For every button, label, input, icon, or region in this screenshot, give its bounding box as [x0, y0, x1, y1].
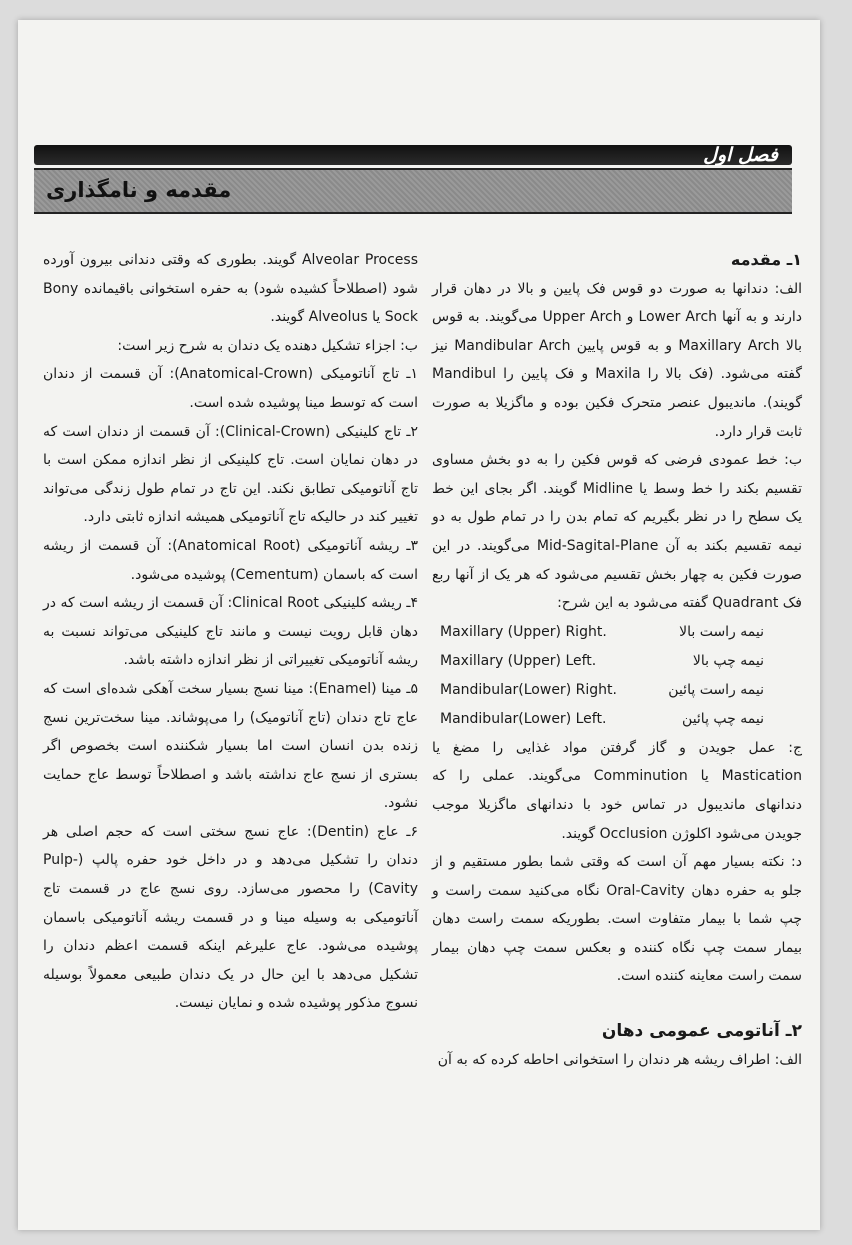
quadrant-en: Maxillary (Upper) Right. — [440, 623, 607, 640]
section2-heading: ۲ـ آناتومی عمومی دهان — [601, 1021, 802, 1042]
quadrant-fa: نیمه راست پائین — [668, 681, 764, 698]
item-dentin: ۶ـ عاج (Dentin): عاج نسج سختی است که حجم اصلی هر دندان را تشکیل می‌دهد و در داخل خود حفره پالپ (Pulp-Cavity) را محصور می‌سازد. روی نسج عاج در قسمت تاج آناتومیکی به وسیله مینا و در قسمت ریشه آناتومیکی باسمان پوشیده می‌شود. عاج علیرغم اینکه قسمت اعظم دندان را تشکیل می‌دهد با این حال در یک دندان طبیعی معمولاً بوسیله نسوج مذکور پوشیده شده و نمایان نیست. — [43, 823, 418, 1012]
paragraph-alef: الف: دندانها به صورت دو قوس فک پایین و بالا در دهان قرار دارند و به آنها Lower Arch و Upper Arch می‌گویند. به قوس بالا Maxillary Arch و به قوس پایین Mandibular Arch نیز گفته می‌شود. (فک بالا را Maxila و فک پایین را Mandibul گویند). ماندیبول عنصر متحرک فکین بوده و ماگزیلا به صورت ثابت قرار دارد. — [432, 280, 803, 440]
chapter-title-banner — [34, 168, 792, 214]
item-anatomical-root: ۳ـ ریشه آناتومیکی (Anatomical Root): آن قسمت از ریشه است که باسمان (Cementum) پوشیده می‌شود. — [43, 537, 418, 583]
chapter-number: فصل اول — [703, 144, 778, 166]
item-enamel: ۵ـ مینا (Enamel): مینا نسج بسیار سخت آهکی شده‌ای است که عاج تاج دندان (تاج آناتومیک) را می‌پوشاند. مینا سخت‌ترین نسج زنده بدن انسان است اما بسیار شکننده است بخصوص اگر بستری از نسج عاج نداشته باشد و اصطلاحاً توسط عاج حمایت نشود. — [43, 680, 418, 812]
quadrant-en: Maxillary (Upper) Left. — [440, 652, 597, 669]
chapter-number-bar — [34, 145, 792, 165]
quadrant-fa: نیمه چپ بالا — [692, 652, 764, 669]
left-column — [43, 246, 418, 1018]
chapter-title: مقدمه و نامگذاری — [46, 178, 232, 202]
quadrant-row — [432, 647, 802, 676]
quadrant-en: Mandibular(Lower) Right. — [440, 681, 617, 698]
paragraph-be-left: ب: اجزاء تشکیل دهنده یک دندان به شرح زیر است: — [117, 337, 418, 354]
item-clinical-root: ۴ـ ریشه کلینیکی Clinical Root: آن قسمت از ریشه است که در دهان قابل رویت نیست و مانند تاج کلینیکی می‌تواند نسبت به ریشه آناتومیکی تغییراتی از نظر اندازه داشته باشد. — [43, 595, 418, 669]
quadrant-row — [432, 618, 802, 647]
spacer — [432, 991, 802, 1017]
paragraph-section2: الف: اطراف ریشه هر دندان را استخوانی احاطه کرده که به آن — [437, 1051, 802, 1068]
item-clinical-crown: ۲ـ تاج کلینیکی (Clinical-Crown): آن قسمت از دندان است که در دهان نمایان است. تاج کلینیکی از نظر اندازه ممکن است با تاج آناتومیکی تطابق نکند. این تاج در تمام طول زندگی می‌تواند تغییر کند در حالیکه تاج آناتومیکی همیشه اندازه ثابتی دارد. — [43, 423, 418, 526]
section-heading: ۱ـ مقدمه — [730, 250, 802, 269]
right-column — [432, 246, 802, 1074]
quadrant-row — [432, 705, 802, 734]
item-anatomical-crown: ۱ـ تاج آناتومیکی (Anatomical-Crown): آن قسمت از دندان است که توسط مینا پوشیده شده است. — [43, 366, 418, 411]
quadrant-fa: نیمه راست بالا — [679, 623, 764, 640]
paragraph-jim: ج: عمل جویدن و گاز گرفتن مواد غذایی را مضغ یا Mastication یا Comminution می‌گویند. عملی را که دندانهای ماندیبول در تماس خود با دندانهای ماگزیلا موجب جویدن می‌شود اکلوژن Occlusion گویند. — [432, 739, 802, 842]
quadrant-list — [432, 618, 802, 734]
paragraph-dal: د: نکته بسیار مهم آن است که وقتی شما بطور مستقیم و از جلو به حفره دهان Oral-Cavity نگاه می‌کنید سمت راست و چپ شما با بیمار متفاوت است. بطوریکه سمت راست دهان بیمار سمت چپ نگاه کننده و بعکس سمت چپ دهان بیمار سمت راست معاینه کننده است. — [432, 854, 802, 985]
quadrant-fa: نیمه چپ پائین — [682, 710, 764, 727]
paragraph-be: ب: خط عمودی فرضی که قوس فکین را به دو بخش مساوی تقسیم بکند را خط وسط یا Midline گویند. اگر بجای این خط یک سطح را در نظر بگیریم که تمام بدن را در تمام طول به دو نیمه تقسیم بکند به آن Mid-Sagital-Plane می‌گویند. در این صورت فکین به چهار بخش تقسیم می‌شود که هر یک از آنها ربع فک Quadrant گفته می‌شود به این شرح: — [432, 452, 802, 612]
paragraph-intro: Alveolar Process گویند. بطوری که وقتی دندانی بیرون آورده شود (اصطلاحاً کشیده شود) به حفره استخوانی باقیمانده Bony Sock یا Alveolus گویند. — [43, 252, 418, 326]
quadrant-row — [432, 676, 802, 705]
quadrant-en: Mandibular(Lower) Left. — [440, 710, 607, 727]
